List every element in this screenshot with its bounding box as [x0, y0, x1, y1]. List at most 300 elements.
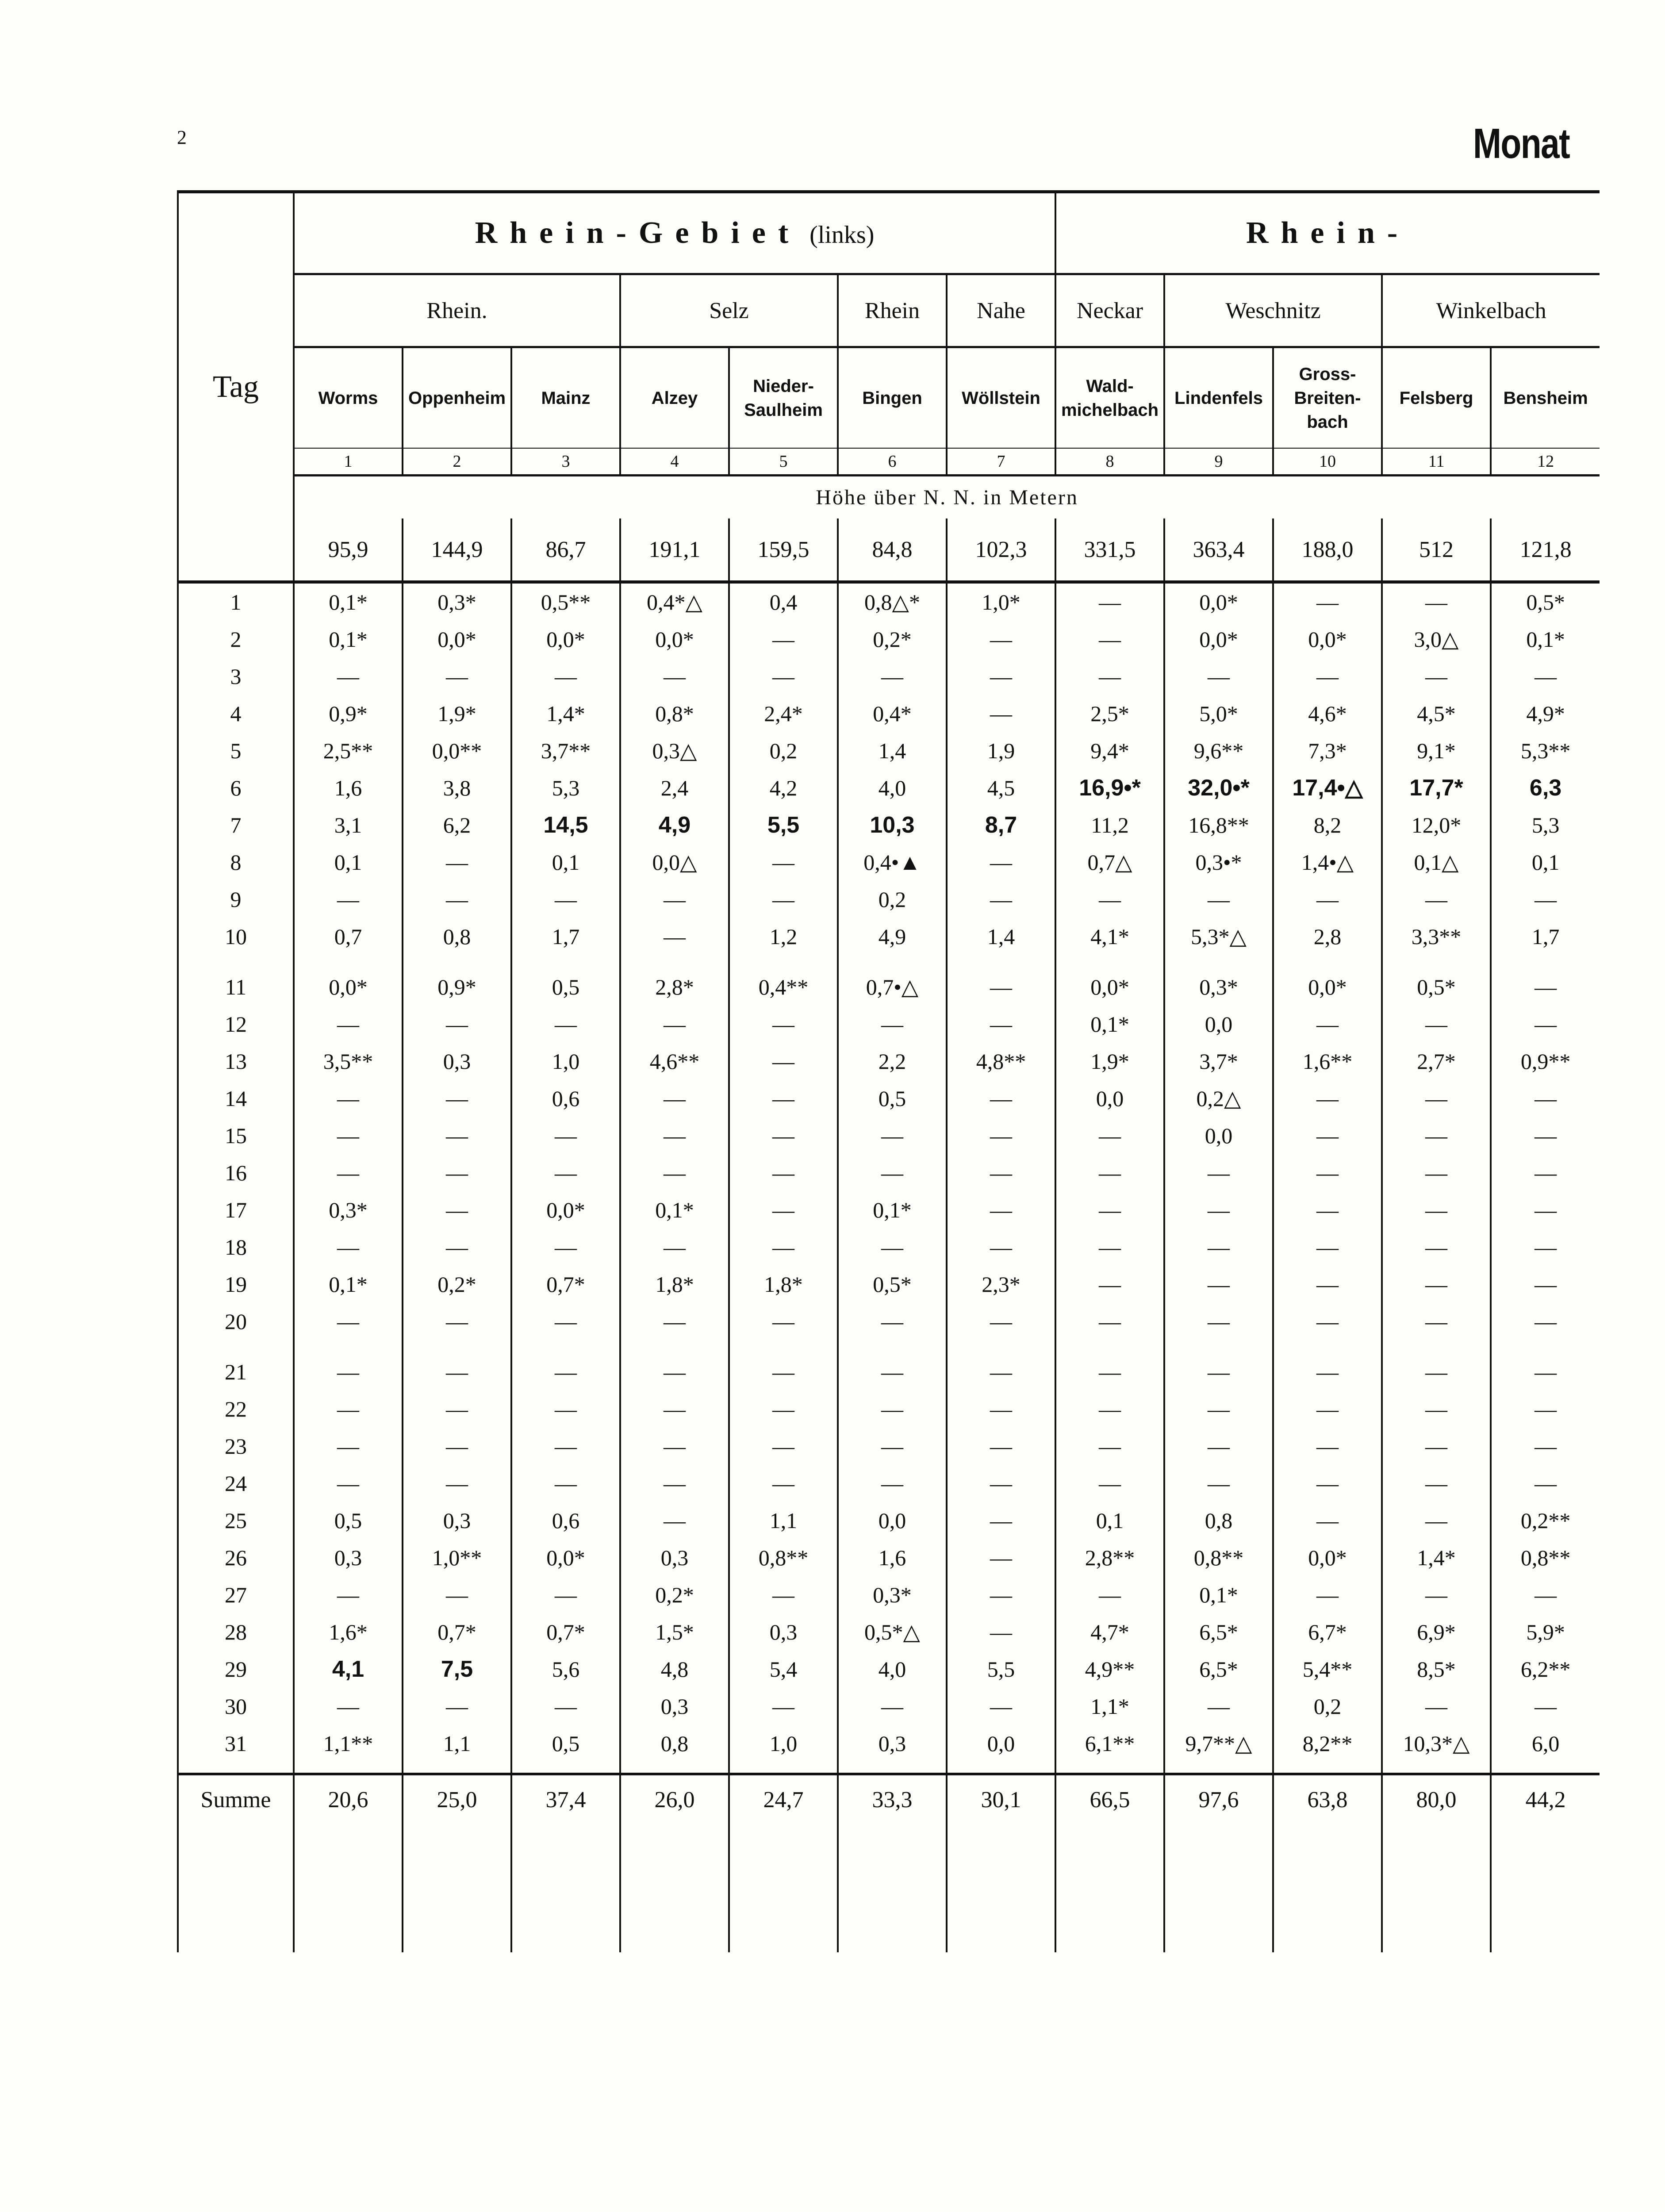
precip-value: 12,0*	[1382, 806, 1491, 844]
table-row	[178, 1465, 1600, 1502]
precip-value: —	[511, 881, 620, 918]
region-left-suffix: (links)	[809, 221, 875, 249]
precip-value: 0,9*	[403, 955, 511, 1006]
sum-value: 97,6	[1164, 1774, 1273, 1824]
station-number: 12	[1491, 448, 1600, 476]
precip-value: —	[403, 1080, 511, 1117]
precip-value: 1,0*	[947, 582, 1055, 621]
precip-value: 0,3	[403, 1502, 511, 1539]
precip-value: 0,7*	[511, 1266, 620, 1303]
day-number: 8	[178, 844, 294, 881]
precip-value: 3,0△	[1382, 621, 1491, 658]
precip-value: 0,6	[511, 1080, 620, 1117]
precip-value: —	[620, 1340, 729, 1390]
day-number: 31	[178, 1725, 294, 1774]
precip-value: —	[1382, 1266, 1491, 1303]
precip-value: 8,2	[1273, 806, 1382, 844]
precip-value: 10,3	[838, 806, 947, 844]
precip-value: —	[838, 1303, 947, 1340]
precip-value: —	[947, 1191, 1055, 1229]
precip-value: 0,2*	[838, 621, 947, 658]
precip-value: 0,3*	[838, 1576, 947, 1613]
precip-value: —	[838, 1428, 947, 1465]
precip-value: —	[838, 1229, 947, 1266]
precip-value: 0,3	[838, 1725, 947, 1774]
precip-value: —	[1491, 658, 1600, 695]
precip-value: —	[729, 1080, 838, 1117]
precip-value: —	[294, 1390, 403, 1428]
table-row	[178, 1576, 1600, 1613]
day-number: 9	[178, 881, 294, 918]
precip-value: —	[947, 1502, 1055, 1539]
table-row	[178, 1651, 1600, 1688]
precip-value: 2,3*	[947, 1266, 1055, 1303]
sum-value: 26,0	[620, 1774, 729, 1824]
precip-value: 6,1**	[1055, 1725, 1164, 1774]
precip-value: 1,6**	[1273, 1043, 1382, 1080]
day-number: 30	[178, 1688, 294, 1725]
precip-value: —	[729, 1117, 838, 1154]
precip-value: —	[620, 1154, 729, 1191]
precip-value: 0,5*	[1491, 582, 1600, 621]
table-row	[178, 769, 1600, 806]
precip-value: —	[1491, 1303, 1600, 1340]
precip-value: —	[1491, 1428, 1600, 1465]
precip-value: —	[1382, 1502, 1491, 1539]
precip-value: —	[947, 844, 1055, 881]
precip-value: —	[1055, 1303, 1164, 1340]
precip-value: 0,0	[947, 1725, 1055, 1774]
precip-value: —	[1055, 1390, 1164, 1428]
elevation-value: 191,1	[620, 518, 729, 582]
precip-value: 0,8**	[1164, 1539, 1273, 1576]
precip-value: 0,3△	[620, 732, 729, 769]
precip-value: —	[511, 1340, 620, 1390]
precip-value: —	[947, 881, 1055, 918]
precip-value: —	[1273, 1576, 1382, 1613]
precip-value: 2,8**	[1055, 1539, 1164, 1576]
precip-value: —	[1273, 582, 1382, 621]
precip-value: —	[620, 1465, 729, 1502]
blank-cell	[1273, 1824, 1382, 1952]
precip-value: —	[729, 1006, 838, 1043]
precip-value: —	[1164, 1428, 1273, 1465]
precip-value: 4,1	[294, 1651, 403, 1688]
table-row	[178, 881, 1600, 918]
precip-value: —	[1273, 1390, 1382, 1428]
day-number: 20	[178, 1303, 294, 1340]
day-number: 21	[178, 1340, 294, 1390]
precip-value: 0,5*	[838, 1266, 947, 1303]
precip-value: —	[1055, 1428, 1164, 1465]
precip-value: 0,3	[620, 1539, 729, 1576]
precip-value: —	[403, 1688, 511, 1725]
table-row	[178, 1502, 1600, 1539]
precip-value: —	[729, 881, 838, 918]
region-header-left	[294, 192, 1055, 274]
precip-value: —	[947, 695, 1055, 732]
precip-value: —	[838, 1390, 947, 1428]
precip-value: —	[511, 1688, 620, 1725]
elevation-value: 331,5	[1055, 518, 1164, 582]
precip-value: 0,1*	[838, 1191, 947, 1229]
precip-value: —	[620, 1229, 729, 1266]
precip-value: 0,3	[294, 1539, 403, 1576]
precip-value: —	[947, 1390, 1055, 1428]
precip-value: 4,9*	[1491, 695, 1600, 732]
precip-value: —	[1164, 881, 1273, 918]
precip-value: —	[1055, 1266, 1164, 1303]
precip-value: 6,2	[403, 806, 511, 844]
precip-value: 1,5*	[620, 1613, 729, 1651]
precip-value: —	[620, 658, 729, 695]
station-number-row	[178, 448, 1600, 476]
precip-value: 0,1*	[1491, 621, 1600, 658]
precip-value: 1,0	[729, 1725, 838, 1774]
precip-value: —	[1164, 1266, 1273, 1303]
precip-value: 1,1*	[1055, 1688, 1164, 1725]
precip-value: —	[729, 1229, 838, 1266]
day-number: 28	[178, 1613, 294, 1651]
precip-value: 0,7*	[511, 1613, 620, 1651]
precip-value: —	[1164, 1229, 1273, 1266]
precip-value: 0,3*	[403, 582, 511, 621]
precip-value: —	[620, 1006, 729, 1043]
precip-value: 1,4•△	[1273, 844, 1382, 881]
precip-value: —	[1055, 1154, 1164, 1191]
blank-cell	[1382, 1824, 1491, 1952]
station-header: Bensheim	[1491, 347, 1600, 449]
station-number: 4	[620, 448, 729, 476]
table-row	[178, 918, 1600, 955]
precip-value: —	[403, 1229, 511, 1266]
precip-value: —	[1055, 1576, 1164, 1613]
precip-value: —	[403, 1390, 511, 1428]
precip-value: —	[1491, 1080, 1600, 1117]
precip-value: 9,4*	[1055, 732, 1164, 769]
precip-value: 4,1*	[1055, 918, 1164, 955]
blank-row	[178, 1824, 1600, 1952]
precip-value: —	[729, 1576, 838, 1613]
precip-value: 4,9	[620, 806, 729, 844]
region-header-right: Rhein-	[1055, 192, 1600, 274]
precip-value: 1,6	[838, 1539, 947, 1576]
precip-value: —	[294, 1154, 403, 1191]
blank-cell	[947, 1824, 1055, 1952]
precip-value: —	[1382, 1390, 1491, 1428]
precip-value: 5,3**	[1491, 732, 1600, 769]
river-header: Winkelbach	[1382, 274, 1600, 347]
day-number: 5	[178, 732, 294, 769]
river-header: Weschnitz	[1164, 274, 1382, 347]
station-header: Bingen	[838, 347, 947, 449]
station-number: 9	[1164, 448, 1273, 476]
table-row	[178, 1080, 1600, 1117]
precip-value: 8,7	[947, 806, 1055, 844]
station-header: Lindenfels	[1164, 347, 1273, 449]
table-row	[178, 1266, 1600, 1303]
sum-value: 80,0	[1382, 1774, 1491, 1824]
precip-value: 1,1	[729, 1502, 838, 1539]
precip-value: 0,4*△	[620, 582, 729, 621]
precip-value: —	[294, 1006, 403, 1043]
elevation-value: 363,4	[1164, 518, 1273, 582]
precip-value: —	[729, 1340, 838, 1390]
elevation-value: 144,9	[403, 518, 511, 582]
day-number: 29	[178, 1651, 294, 1688]
table-row	[178, 806, 1600, 844]
precip-value: —	[947, 1340, 1055, 1390]
precip-value: —	[1382, 1465, 1491, 1502]
precip-value: 9,6**	[1164, 732, 1273, 769]
table-row	[178, 1688, 1600, 1725]
precip-value: —	[1164, 658, 1273, 695]
sum-value: 63,8	[1273, 1774, 1382, 1824]
precip-value: —	[838, 1117, 947, 1154]
precip-value: —	[403, 1191, 511, 1229]
precip-value: —	[1273, 1229, 1382, 1266]
sum-value: 37,4	[511, 1774, 620, 1824]
precip-value: —	[838, 1006, 947, 1043]
precip-value: 5,4**	[1273, 1651, 1382, 1688]
day-number: 27	[178, 1576, 294, 1613]
precip-value: 1,6	[294, 769, 403, 806]
precip-value: 0,0*	[1273, 621, 1382, 658]
precip-value: —	[1382, 582, 1491, 621]
precip-value: 4,2	[729, 769, 838, 806]
precip-value: —	[1491, 881, 1600, 918]
precip-value: —	[838, 1154, 947, 1191]
precip-value: 0,7•△	[838, 955, 947, 1006]
precip-value: 16,8**	[1164, 806, 1273, 844]
precip-value: 0,8	[620, 1725, 729, 1774]
precip-value: —	[1164, 1303, 1273, 1340]
day-number: 22	[178, 1390, 294, 1428]
table-row	[178, 732, 1600, 769]
precip-value: 5,3	[511, 769, 620, 806]
station-header: Nieder-Saulheim	[729, 347, 838, 449]
precip-value: —	[1382, 658, 1491, 695]
precip-value: —	[947, 621, 1055, 658]
precip-value: 0,1	[1491, 844, 1600, 881]
precip-value: 0,0*	[511, 621, 620, 658]
precip-value: 0,9**	[1491, 1043, 1600, 1080]
blank-cell	[620, 1824, 729, 1952]
precip-value: 0,3	[620, 1688, 729, 1725]
day-number: 7	[178, 806, 294, 844]
precip-value: 0,0*	[1273, 1539, 1382, 1576]
precip-value: —	[403, 1576, 511, 1613]
precip-value: —	[294, 1340, 403, 1390]
precip-value: 0,4**	[729, 955, 838, 1006]
day-number: 26	[178, 1539, 294, 1576]
precip-value: —	[1273, 1006, 1382, 1043]
precip-value: —	[729, 1154, 838, 1191]
region-left-label: Rhein-Gebiet	[475, 216, 801, 250]
precip-value: 6,5*	[1164, 1613, 1273, 1651]
precip-value: —	[1273, 1154, 1382, 1191]
precip-value: 0,3	[729, 1613, 838, 1651]
precip-value: —	[403, 1006, 511, 1043]
precip-value: —	[620, 1428, 729, 1465]
precip-value: 1,0**	[403, 1539, 511, 1576]
precip-value: —	[403, 1465, 511, 1502]
precip-value: —	[1382, 1688, 1491, 1725]
precip-value: —	[947, 1613, 1055, 1651]
precip-value: —	[1491, 1117, 1600, 1154]
precip-value: —	[403, 1117, 511, 1154]
precip-value: 0,2	[838, 881, 947, 918]
precip-value: 0,7	[294, 918, 403, 955]
precip-value: —	[1382, 881, 1491, 918]
table-row	[178, 621, 1600, 658]
precip-value: 0,9*	[294, 695, 403, 732]
precip-value: 4,6**	[620, 1043, 729, 1080]
precip-value: 0,5	[511, 955, 620, 1006]
table-row	[178, 1229, 1600, 1266]
precip-value: 9,1*	[1382, 732, 1491, 769]
precip-value: —	[1055, 658, 1164, 695]
precip-value: 1,4	[838, 732, 947, 769]
precip-value: —	[1491, 1340, 1600, 1390]
elevation-value: 86,7	[511, 518, 620, 582]
station-header: Worms	[294, 347, 403, 449]
precip-value: 9,7**△	[1164, 1725, 1273, 1774]
station-header: Felsberg	[1382, 347, 1491, 449]
precip-value: —	[1273, 1428, 1382, 1465]
precip-value: 32,0•*	[1164, 769, 1273, 806]
day-number: 19	[178, 1266, 294, 1303]
day-number: 25	[178, 1502, 294, 1539]
table-row	[178, 1613, 1600, 1651]
precip-value: 3,1	[294, 806, 403, 844]
precip-value: —	[294, 1117, 403, 1154]
day-number: 1	[178, 582, 294, 621]
precip-value: 0,2**	[1491, 1502, 1600, 1539]
precip-value: —	[947, 955, 1055, 1006]
precip-value: 5,9*	[1491, 1613, 1600, 1651]
day-number: 14	[178, 1080, 294, 1117]
precip-value: 0,7△	[1055, 844, 1164, 881]
precip-value: —	[729, 621, 838, 658]
table-row	[178, 1154, 1600, 1191]
precip-value: —	[1491, 1191, 1600, 1229]
precip-value: 2,5*	[1055, 695, 1164, 732]
precip-value: 0,0	[1055, 1080, 1164, 1117]
precip-value: —	[511, 1154, 620, 1191]
precip-value: —	[294, 1576, 403, 1613]
elevation-value: 102,3	[947, 518, 1055, 582]
station-number: 7	[947, 448, 1055, 476]
precip-value: —	[1382, 1428, 1491, 1465]
precip-value: 6,9*	[1382, 1613, 1491, 1651]
blank-cell	[729, 1824, 838, 1952]
precip-value: —	[729, 1303, 838, 1340]
day-number: 13	[178, 1043, 294, 1080]
precip-value: —	[1164, 1390, 1273, 1428]
precip-value: —	[1273, 1303, 1382, 1340]
precip-value: —	[1491, 1229, 1600, 1266]
table-row	[178, 1303, 1600, 1340]
station-number: 11	[1382, 448, 1491, 476]
precip-value: 0,0*	[1273, 955, 1382, 1006]
sum-value: 33,3	[838, 1774, 947, 1824]
precip-value: —	[947, 1303, 1055, 1340]
precip-value: —	[294, 1303, 403, 1340]
river-header: Neckar	[1055, 274, 1164, 347]
precip-value: —	[1055, 621, 1164, 658]
precip-value: —	[1055, 1117, 1164, 1154]
precip-value: 4,0	[838, 769, 947, 806]
precip-value: —	[1273, 1117, 1382, 1154]
precip-value: —	[838, 1340, 947, 1390]
table-row	[178, 1043, 1600, 1080]
precip-value: —	[947, 1539, 1055, 1576]
elevation-value: 84,8	[838, 518, 947, 582]
precip-value: 0,0*	[620, 621, 729, 658]
precip-value: —	[403, 1428, 511, 1465]
precip-value: —	[620, 918, 729, 955]
elevation-value: 512	[1382, 518, 1491, 582]
precip-value: 0,2	[729, 732, 838, 769]
precip-value: —	[947, 1576, 1055, 1613]
precip-value: 2,8	[1273, 918, 1382, 955]
precip-value: 1,9*	[403, 695, 511, 732]
page-number: 2	[177, 127, 187, 148]
station-header: Wöllstein	[947, 347, 1055, 449]
precip-value: 0,8**	[729, 1539, 838, 1576]
precip-value: 10,3*△	[1382, 1725, 1491, 1774]
precip-value: 11,2	[1055, 806, 1164, 844]
table-row	[178, 1428, 1600, 1465]
sum-value: 24,7	[729, 1774, 838, 1824]
precip-value: —	[1382, 1006, 1491, 1043]
day-number: 6	[178, 769, 294, 806]
precip-value: 2,4	[620, 769, 729, 806]
table-row	[178, 1340, 1600, 1390]
precip-value: 0,2△	[1164, 1080, 1273, 1117]
precip-value: 1,6*	[294, 1613, 403, 1651]
station-number: 2	[403, 448, 511, 476]
blank-cell	[1164, 1824, 1273, 1952]
precip-value: —	[1382, 1340, 1491, 1390]
precip-value: —	[729, 658, 838, 695]
table-row	[178, 1191, 1600, 1229]
day-number: 3	[178, 658, 294, 695]
precip-value: 4,5	[947, 769, 1055, 806]
precip-value: —	[294, 1428, 403, 1465]
blank-cell	[294, 1824, 403, 1952]
precip-value: 0,1*	[294, 621, 403, 658]
precip-value: 8,5*	[1382, 1651, 1491, 1688]
precip-value: 0,1	[294, 844, 403, 881]
precip-value: —	[1055, 1340, 1164, 1390]
precip-value: —	[1055, 1191, 1164, 1229]
table-row	[178, 1006, 1600, 1043]
precip-value: 5,5	[729, 806, 838, 844]
precip-value: —	[1273, 881, 1382, 918]
precip-value: —	[1273, 1465, 1382, 1502]
precip-value: —	[1164, 1340, 1273, 1390]
precip-value: 0,0*	[511, 1191, 620, 1229]
station-number: 1	[294, 448, 403, 476]
precip-value: —	[403, 1303, 511, 1340]
precip-value: 0,1*	[620, 1191, 729, 1229]
precip-value: —	[729, 844, 838, 881]
precip-value: 0,7*	[403, 1613, 511, 1651]
precip-value: —	[403, 1154, 511, 1191]
precip-value: 2,4*	[729, 695, 838, 732]
